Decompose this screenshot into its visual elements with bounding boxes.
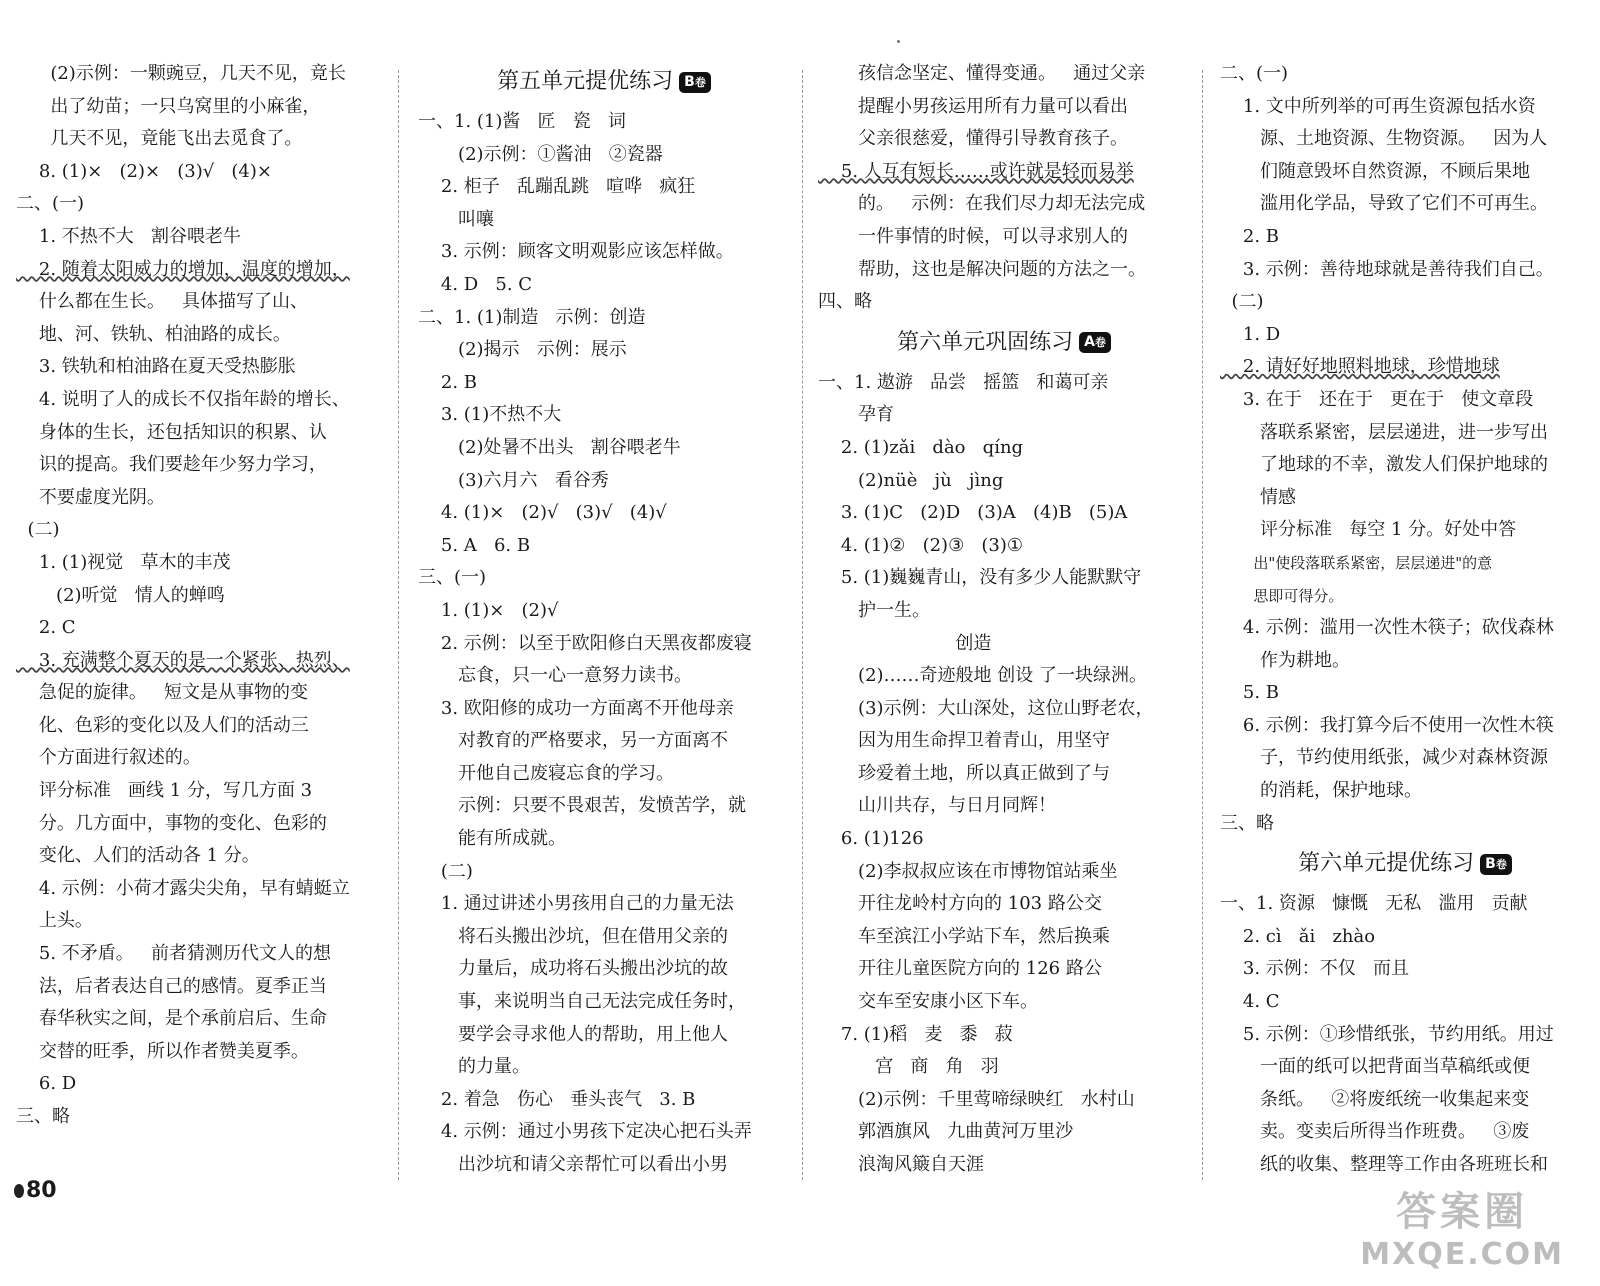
answer-line [418, 399, 790, 432]
answer-text: 开他自己废寝忘食的学习。 [418, 762, 675, 784]
answer-text: 出了幼苗；一只乌窝里的小麻雀， [16, 95, 321, 117]
answer-line [418, 725, 790, 758]
answer-line [818, 1019, 1190, 1052]
answer-text: 交替的旺季，所以作者赞美夏季。 [16, 1040, 309, 1062]
answer-text: 评分标准 画线 1 分，写几方面 3 [16, 780, 313, 802]
answer-text: 开往儿童医院方向的 126 路公 [818, 958, 1102, 980]
answer-text: 思即可得分。 [1220, 586, 1344, 605]
answer-text: 孕育 [818, 404, 895, 426]
answer-line [1220, 58, 1590, 91]
answer-text: 4. C [1220, 991, 1280, 1013]
answer-line [16, 188, 388, 221]
answer-text: 三、略 [1220, 812, 1274, 834]
answer-line [1220, 351, 1590, 384]
answer-line [818, 921, 1190, 954]
answer-line [1220, 888, 1590, 921]
answer-column-4 [1220, 58, 1590, 1182]
answer-line [16, 384, 388, 417]
answer-line [818, 790, 1190, 823]
answer-text: (2)处暑不出头 割谷喂老牛 [418, 436, 681, 458]
answer-text: 珍爱着土地，所以真正做到了与 [818, 762, 1111, 784]
answer-text: 7. (1)稻 麦 黍 菽 [818, 1023, 1013, 1045]
answer-text: 1. 文中所列举的可再生资源包括水资 [1220, 95, 1536, 117]
answer-text: 6. 示例：我打算今后不使用一次性木筷 [1220, 714, 1554, 736]
answer-line [418, 1116, 790, 1149]
answer-line [16, 58, 388, 91]
answer-text: 分。几方面中，事物的变化、色彩的 [16, 812, 327, 834]
answer-text: (3)六月六 看谷秀 [418, 469, 609, 491]
answer-text: 因为用生命捍卫着青山，用坚守 [818, 730, 1111, 752]
answer-text: 评分标准 每空 1 分。好处中答 [1220, 519, 1517, 541]
answer-line [418, 1084, 790, 1117]
answer-line [1220, 91, 1590, 124]
answer-line [1220, 286, 1590, 319]
answer-text: 4. D 5. C [418, 273, 533, 295]
answer-column-3 [818, 58, 1190, 1182]
answer-text: 3. (1)不热不大 [418, 404, 562, 426]
answer-text: 纸的收集、整理等工作由各班班长和 [1220, 1154, 1549, 1175]
answer-text: 2. 示例：以至于欧阳修白天黑夜都废寝 [418, 632, 752, 654]
answer-line [16, 905, 388, 938]
answer-text: 1. D [1220, 323, 1281, 345]
answer-text: (3)示例：大山深处，这位山野老农， [818, 697, 1154, 719]
answer-line [16, 1101, 388, 1134]
answer-line [418, 171, 790, 204]
answer-text: 作为耕地。 [1220, 649, 1351, 671]
watermark [1360, 1180, 1564, 1272]
answer-text: (二) [418, 860, 473, 882]
answer-line [1220, 319, 1590, 352]
answer-line [16, 938, 388, 971]
answer-text: 身体的生长，还包括知识的积累、认 [16, 421, 327, 443]
answer-line [818, 595, 1190, 628]
answer-line [418, 693, 790, 726]
answer-text: 力量后，成功将石头搬出沙坑的故 [418, 958, 729, 980]
answer-line [818, 156, 1190, 189]
answer-text: 事，来说明当自己无法完成任务时， [418, 991, 747, 1013]
answer-text: 不要虚度光阴。 [16, 486, 165, 508]
answer-line [418, 465, 790, 498]
answer-line [16, 221, 388, 254]
answer-line [418, 139, 790, 172]
answer-text: 3. 示例：不仅 而且 [1220, 958, 1409, 980]
answer-text: 卖。变卖后所得当作班费。 ③废 [1220, 1121, 1530, 1143]
answer-line [1220, 417, 1590, 450]
answer-line [818, 465, 1190, 498]
answer-line [16, 580, 388, 613]
paper-suffix: 卷 [694, 75, 706, 89]
answer-text: 示例：只要不畏艰苦，发愤苦学，就 [418, 795, 747, 817]
answer-text: 上头。 [16, 910, 93, 932]
page-dot [897, 40, 900, 43]
answer-text: (二) [1220, 291, 1264, 313]
answer-text: 4. 示例：滥用一次性木筷子；砍伐森林 [1220, 617, 1554, 639]
column-divider [802, 70, 803, 1180]
answer-line [418, 758, 790, 791]
answer-text: 2. 着急 伤心 垂头丧气 3. B [418, 1088, 696, 1110]
answer-line [16, 971, 388, 1004]
answer-text: 3. 欧阳修的成功一方面离不开他母亲 [418, 697, 734, 719]
answer-line [1220, 449, 1590, 482]
answer-line [818, 1149, 1190, 1182]
answer-text: (2)……奇迹般地 创设 了一块绿洲。 [818, 665, 1147, 687]
answer-line [418, 236, 790, 269]
answer-text: 浪淘风簸自天涯 [818, 1154, 985, 1175]
answer-text: 创造 [818, 632, 992, 654]
answer-text: 2. 请好好地照料地球，珍惜地球 [1220, 356, 1500, 378]
answer-text: 4. (1)② (2)③ (3)① [818, 534, 1024, 556]
answer-text: (2)听觉 情人的蝉鸣 [16, 584, 225, 606]
answer-line [16, 449, 388, 482]
answer-line [818, 497, 1190, 530]
paper-letter: B [1485, 855, 1496, 872]
answer-line [818, 399, 1190, 432]
answer-text: 几天不见，竟能飞出去觅食了。 [16, 128, 303, 150]
answer-text: 二、1. (1)制造 示例：创造 [418, 306, 646, 328]
answer-line [1220, 742, 1590, 775]
answer-line [418, 856, 790, 889]
answer-line [1220, 514, 1590, 547]
answer-text: 滥用化学品，导致了它们不可再生。 [1220, 193, 1549, 215]
answer-text: (2)nüè jù jìng [818, 469, 1004, 491]
answer-line [418, 888, 790, 921]
section-heading [418, 58, 790, 106]
answer-line [818, 888, 1190, 921]
answer-line [818, 693, 1190, 726]
answer-text: 交车至安康小区下车。 [818, 991, 1039, 1013]
answer-line [418, 628, 790, 661]
answer-text: 条纸。 ②将废纸统一收集起来变 [1220, 1088, 1530, 1110]
answer-text: 二、(一) [16, 193, 85, 215]
answer-line [418, 1051, 790, 1084]
answer-line [818, 758, 1190, 791]
answer-line [16, 775, 388, 808]
answer-line [1220, 547, 1590, 580]
answer-line [1220, 384, 1590, 417]
answer-column-1 [16, 58, 388, 1134]
answer-line [16, 742, 388, 775]
answer-text: 一、1. 遨游 品尝 摇篮 和蔼可亲 [818, 371, 1109, 393]
answer-text: 们随意毁坏自然资源，不顾后果地 [1220, 160, 1531, 182]
answer-line [16, 677, 388, 710]
answer-line [1220, 808, 1590, 841]
answer-line [1220, 710, 1590, 743]
answer-text: 2. C [16, 617, 76, 639]
answer-text: 父亲很慈爱，懂得引导教育孩子。 [818, 128, 1129, 150]
answer-line [1220, 123, 1590, 156]
answer-text: 3. 铁轨和柏油路在夏天受热膨胀 [16, 356, 296, 378]
answer-line [418, 595, 790, 628]
answer-line [418, 334, 790, 367]
answer-text: 三、(一) [418, 567, 487, 589]
answer-line [418, 106, 790, 139]
answer-line [16, 156, 388, 189]
answer-line [418, 302, 790, 335]
answer-text: 4. 说明了人的成长不仅指年龄的增长、 [16, 388, 350, 410]
answer-line [818, 628, 1190, 661]
answer-text: 山川共存，与日月同辉！ [818, 795, 1057, 817]
answer-line [1220, 482, 1590, 515]
answer-line [1220, 188, 1590, 221]
answer-text: 8. (1)× (2)× (3)√ (4)× [16, 160, 272, 182]
answer-line [818, 221, 1190, 254]
answer-line [1220, 156, 1590, 189]
answer-line [1220, 1116, 1590, 1149]
answer-text: 2. B [1220, 225, 1280, 247]
answer-text: 什么都在生长。 具体描写了山、 [16, 291, 309, 313]
answer-line [418, 921, 790, 954]
answer-text: 护一生。 [818, 599, 931, 621]
answer-line [16, 547, 388, 580]
answer-text: 了地球的不幸，激发人们保护地球的 [1220, 454, 1549, 476]
answer-line [818, 856, 1190, 889]
paper-suffix: 卷 [1094, 336, 1106, 350]
answer-text: 1. 通过讲述小男孩用自己的力量无法 [418, 893, 734, 915]
answer-line [818, 562, 1190, 595]
answer-text: 能有所成就。 [418, 828, 567, 850]
answer-line [1220, 986, 1590, 1019]
answer-text: (2)揭示 示例：展示 [418, 339, 627, 361]
answer-text: 2. cì ǎi zhào [1220, 925, 1376, 947]
answer-line [818, 530, 1190, 563]
answer-text: (二) [16, 519, 60, 541]
answer-text: 要学会寻求他人的帮助，用上他人 [418, 1023, 729, 1045]
answer-line [418, 1019, 790, 1052]
answer-text: 2. B [418, 371, 478, 393]
answer-line [818, 1116, 1190, 1149]
answer-line [818, 823, 1190, 856]
answer-line [1220, 645, 1590, 678]
answer-line [16, 514, 388, 547]
answer-text: 2. 随着太阳威力的增加，温度的增加， [16, 258, 350, 280]
answer-line [418, 790, 790, 823]
answer-line [418, 367, 790, 400]
answer-text: 忘食，只一心一意努力读书。 [418, 665, 693, 687]
answer-text: 源、土地资源、生物资源。 因为人 [1220, 128, 1548, 150]
answer-text: 3. 示例：善待地球就是善待我们自己。 [1220, 258, 1554, 280]
answer-text: 地、河、铁轨、柏油路的成长。 [16, 323, 291, 345]
answer-text: 识的提高。我们要趁年少努力学习， [16, 454, 327, 476]
page-number: 80 [14, 1178, 57, 1203]
answer-text: 郭酒旗风 九曲黄河万里沙 [818, 1121, 1074, 1143]
answer-line [16, 1036, 388, 1069]
answer-text: 5. 不矛盾。 前者猜测历代文人的想 [16, 943, 331, 965]
answer-text: 3. (1)C (2)D (3)A (4)B (5)A [818, 502, 1128, 524]
answer-line [1220, 580, 1590, 613]
answer-line [16, 710, 388, 743]
answer-line [818, 986, 1190, 1019]
answer-line [1220, 1051, 1590, 1084]
answer-line [16, 1003, 388, 1036]
answer-line [16, 840, 388, 873]
answer-text: 3. 示例：顾客文明观影应该怎样做。 [418, 241, 734, 263]
answer-text: 的消耗，保护地球。 [1220, 780, 1423, 802]
answer-text: (2)示例：千里莺啼绿映红 水村山 [818, 1088, 1135, 1110]
paper-tag [1079, 332, 1111, 353]
section-heading [1220, 840, 1590, 888]
answer-text: (2)示例：一颗豌豆，几天不见，竟长 [16, 63, 346, 84]
answer-line [1220, 254, 1590, 287]
answer-text: 3. 在于 还在于 更在于 使文章段 [1220, 388, 1534, 410]
answer-text: 4. 示例：通过小男孩下定决心把石头弄 [418, 1121, 752, 1143]
section-title: 第五单元提优练习 [497, 69, 674, 94]
paper-tag [679, 72, 711, 93]
answer-line [418, 204, 790, 237]
answer-text: (2)示例：①酱油 ②瓷器 [418, 143, 663, 165]
answer-line [16, 1068, 388, 1101]
answer-text: 一、1. 资源 慷慨 无私 滥用 贡献 [1220, 893, 1528, 915]
answer-line [818, 91, 1190, 124]
answer-line [818, 1084, 1190, 1117]
answer-text: 车至滨江小学站下车，然后换乘 [818, 925, 1111, 947]
answer-line [418, 530, 790, 563]
answer-line [418, 986, 790, 1019]
answer-text: 帮助，这也是解决问题的方法之一。 [818, 258, 1147, 280]
answer-column-2 [418, 58, 790, 1182]
answer-text: 法，后者表达自己的感情。夏季正当 [16, 975, 327, 997]
watermark-url: MXQE.COM [1360, 1237, 1564, 1272]
answer-line [16, 286, 388, 319]
section-heading [818, 319, 1190, 367]
answer-line [1220, 677, 1590, 710]
answer-text: 6. (1)126 [818, 828, 924, 850]
answer-line [16, 91, 388, 124]
answer-text: 子，节约使用纸张，减少对森林资源 [1220, 747, 1549, 769]
answer-text: 情感 [1220, 486, 1297, 508]
answer-text: 出沙坑和请父亲帮忙可以看出小男 [418, 1154, 729, 1175]
answer-line [418, 432, 790, 465]
section-title: 第六单元提优练习 [1298, 851, 1475, 877]
answer-text: 一、1. (1)酱 匠 瓷 词 [418, 111, 626, 132]
answer-line [1220, 953, 1590, 986]
answer-text: 三、略 [16, 1106, 70, 1127]
answer-line [1220, 221, 1590, 254]
answer-line [418, 269, 790, 302]
answer-line [16, 873, 388, 906]
answer-line [16, 612, 388, 645]
answer-line [1220, 1019, 1590, 1052]
answer-text: 化、色彩的变化以及人们的活动三 [16, 714, 309, 736]
answer-text: 个方面进行叙述的。 [16, 747, 201, 769]
answer-text: 一面的纸可以把背面当草稿纸或便 [1220, 1056, 1531, 1078]
answer-line [818, 254, 1190, 287]
answer-line [818, 367, 1190, 400]
answer-line [418, 823, 790, 856]
answer-text: 春华秋实之间，是个承前启后、生命 [16, 1008, 327, 1030]
answer-text: 变化、人们的活动各 1 分。 [16, 845, 260, 867]
answer-text: 1. 不热不大 割谷喂老牛 [16, 225, 241, 247]
answer-text: 落联系紧密，层层递进，进一步写出 [1220, 421, 1549, 443]
answer-text: 的力量。 [418, 1056, 531, 1078]
answer-line [16, 351, 388, 384]
paper-tag [1480, 854, 1512, 875]
answer-line [16, 482, 388, 515]
answer-text: 5. 示例：①珍惜纸张，节约用纸。用过 [1220, 1023, 1554, 1045]
answer-text: 6. D [16, 1073, 77, 1095]
answer-line [418, 1149, 790, 1182]
answer-text: 5. A 6. B [418, 534, 531, 556]
answer-line [1220, 1149, 1590, 1182]
column-divider [398, 70, 399, 1180]
section-title: 第六单元巩固练习 [897, 329, 1074, 355]
answer-text: 一件事情的时候，可以寻求别人的 [818, 225, 1129, 247]
paper-suffix: 卷 [1495, 857, 1507, 871]
paper-letter: B [684, 73, 695, 90]
answer-line [818, 58, 1190, 91]
answer-text: 2. 柜子 乱蹦乱跳 喧哗 疯狂 [418, 176, 696, 198]
answer-line [818, 286, 1190, 319]
answer-text: 5. 人互有短长……或许就是轻而易举 [818, 160, 1134, 182]
answer-line [418, 562, 790, 595]
watermark-logo: 答案圈 [1396, 1189, 1529, 1235]
answer-text: 5. B [1220, 682, 1280, 704]
answer-line [1220, 612, 1590, 645]
answer-text: 的。 示例：在我们尽力却无法完成 [818, 193, 1146, 215]
answer-line [818, 660, 1190, 693]
column-divider [1202, 70, 1203, 1180]
answer-line [818, 1051, 1190, 1084]
answer-text: 二、(一) [1220, 63, 1289, 84]
answer-text: 宫 商 角 羽 [818, 1056, 999, 1078]
answer-line [1220, 775, 1590, 808]
answer-text: (2)李叔叔应该在市博物馆站乘坐 [818, 860, 1118, 882]
answer-line [418, 660, 790, 693]
answer-text: 1. (1)× (2)√ [418, 599, 559, 621]
paper-letter: A [1084, 334, 1095, 351]
answer-text: 4. 示例：小荷才露尖尖角，早有蜻蜓立 [16, 877, 350, 899]
answer-line [1220, 1084, 1590, 1117]
answer-line [818, 725, 1190, 758]
answer-text: 3. 充满整个夏天的是一个紧张、热烈、 [16, 649, 350, 671]
answer-line [818, 432, 1190, 465]
answer-text: 开往龙岭村方向的 103 路公交 [818, 893, 1102, 915]
answer-line [16, 123, 388, 156]
answer-line [818, 123, 1190, 156]
answer-line [16, 254, 388, 287]
answer-text: 4. (1)× (2)√ (3)√ (4)√ [418, 502, 667, 524]
answer-text: 将石头搬出沙坑，但在借用父亲的 [418, 925, 729, 947]
answer-text: 急促的旋律。 短文是从事物的变 [16, 682, 309, 704]
answer-text: 对教育的严格要求，另一方面离不 [418, 730, 729, 752]
answer-line [16, 808, 388, 841]
answer-text: 2. (1)zǎi dào qíng [818, 436, 1024, 458]
answer-text: 出"使段落联系紧密，层层递进"的意 [1220, 553, 1493, 572]
answer-line [1220, 921, 1590, 954]
answer-line [16, 417, 388, 450]
answer-text: 5. (1)巍巍青山，没有多少人能默默守 [818, 567, 1142, 589]
answer-text: 四、略 [818, 291, 872, 313]
answer-text: 1. (1)视觉 草木的丰茂 [16, 551, 231, 573]
answer-line [818, 953, 1190, 986]
answer-line [818, 188, 1190, 221]
answer-text: 孩信念坚定、懂得变通。 通过父亲 [818, 63, 1146, 84]
answer-line [16, 319, 388, 352]
answer-text: 叫嚷 [418, 208, 495, 230]
answer-line [16, 645, 388, 678]
answer-text: 提醒小男孩运用所有力量可以看出 [818, 95, 1129, 117]
answer-line [418, 497, 790, 530]
answer-line [418, 953, 790, 986]
